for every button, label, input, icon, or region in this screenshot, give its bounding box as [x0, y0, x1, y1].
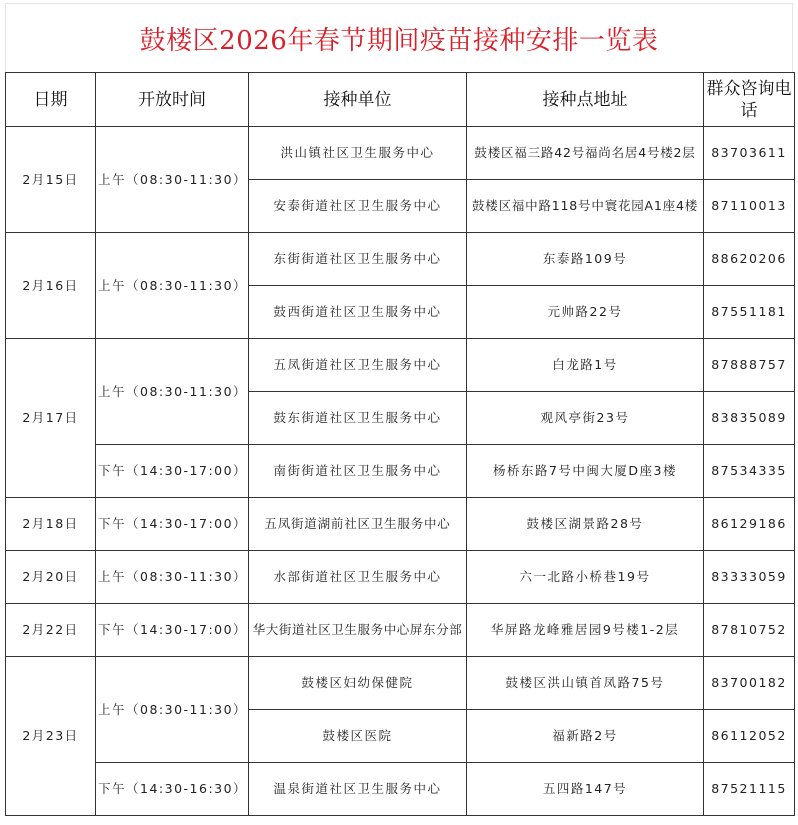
phone-cell: 83703611 — [704, 127, 795, 180]
unit-cell: 东街街道社区卫生服务中心 — [249, 233, 467, 286]
address-cell: 鼓楼区洪山镇首凤路75号 — [467, 657, 704, 710]
address-cell: 鼓楼区湖景路28号 — [467, 498, 704, 551]
date-cell: 2月16日 — [6, 233, 96, 339]
phone-cell: 83700182 — [704, 657, 795, 710]
phone-cell: 87110013 — [704, 180, 795, 233]
unit-cell: 华大街道社区卫生服务中心屏东分部 — [249, 604, 467, 657]
header-time: 开放时间 — [96, 73, 249, 127]
title-box — [5, 3, 793, 72]
date-cell: 2月22日 — [6, 604, 96, 657]
time-cell: 下午（14:30-17:00） — [96, 498, 249, 551]
table-row — [6, 127, 795, 180]
time-cell: 上午（08:30-11:30） — [96, 657, 249, 763]
unit-cell: 鼓东街道社区卫生服务中心 — [249, 392, 467, 445]
unit-cell: 温泉街道社区卫生服务中心 — [249, 763, 467, 816]
time-cell: 下午（14:30-17:00） — [96, 604, 249, 657]
time-cell: 下午（14:30-16:30） — [96, 763, 249, 816]
table-row — [6, 604, 795, 657]
phone-cell: 86129186 — [704, 498, 795, 551]
table-header-row — [6, 73, 795, 127]
date-cell: 2月20日 — [6, 551, 96, 604]
header-phone: 群众咨询电话 — [704, 73, 795, 127]
address-cell: 鼓楼区福三路42号福尚名居4号楼2层 — [467, 127, 704, 180]
unit-cell: 五凤街道社区卫生服务中心 — [249, 339, 467, 392]
unit-cell: 南街街道社区卫生服务中心 — [249, 445, 467, 498]
phone-cell: 86112052 — [704, 710, 795, 763]
date-cell: 2月18日 — [6, 498, 96, 551]
address-cell: 五四路147号 — [467, 763, 704, 816]
table-row — [6, 339, 795, 392]
table-row — [6, 498, 795, 551]
unit-cell: 五凤街道湖前社区卫生服务中心 — [249, 498, 467, 551]
phone-cell: 87534335 — [704, 445, 795, 498]
date-cell: 2月17日 — [6, 339, 96, 498]
unit-cell: 鼓楼区医院 — [249, 710, 467, 763]
phone-cell: 83333059 — [704, 551, 795, 604]
address-cell: 东泰路109号 — [467, 233, 704, 286]
unit-cell: 鼓楼区妇幼保健院 — [249, 657, 467, 710]
address-cell: 福新路2号 — [467, 710, 704, 763]
table-row — [6, 551, 795, 604]
header-address: 接种点地址 — [467, 73, 704, 127]
time-cell: 上午（08:30-11:30） — [96, 233, 249, 339]
phone-cell: 87521115 — [704, 763, 795, 816]
unit-cell: 安泰街道社区卫生服务中心 — [249, 180, 467, 233]
phone-cell: 87551181 — [704, 286, 795, 339]
address-cell: 华屏路龙峰雅居园9号楼1-2层 — [467, 604, 704, 657]
date-cell: 2月23日 — [6, 657, 96, 816]
phone-cell: 87810752 — [704, 604, 795, 657]
time-cell: 上午（08:30-11:30） — [96, 551, 249, 604]
phone-cell: 87888757 — [704, 339, 795, 392]
time-cell: 下午（14:30-17:00） — [96, 445, 249, 498]
phone-cell: 88620206 — [704, 233, 795, 286]
page-title: 鼓楼区2026年春节期间疫苗接种安排一览表 — [139, 25, 659, 56]
time-cell: 上午（08:30-11:30） — [96, 339, 249, 445]
address-cell: 杨桥东路7号中闽大厦D座3楼 — [467, 445, 704, 498]
table-row — [6, 763, 795, 816]
time-cell: 上午（08:30-11:30） — [96, 127, 249, 233]
phone-cell: 83835089 — [704, 392, 795, 445]
date-cell: 2月15日 — [6, 127, 96, 233]
header-unit: 接种单位 — [249, 73, 467, 127]
address-cell: 白龙路1号 — [467, 339, 704, 392]
address-cell: 元帅路22号 — [467, 286, 704, 339]
header-date: 日期 — [6, 73, 96, 127]
unit-cell: 水部街道社区卫生服务中心 — [249, 551, 467, 604]
table-row — [6, 445, 795, 498]
unit-cell: 鼓西街道社区卫生服务中心 — [249, 286, 467, 339]
address-cell: 鼓楼区福中路118号中寰花园A1座4楼 — [467, 180, 704, 233]
vaccination-schedule-table — [5, 72, 795, 816]
table-row — [6, 657, 795, 710]
address-cell: 六一北路小桥巷19号 — [467, 551, 704, 604]
address-cell: 观风亭街23号 — [467, 392, 704, 445]
table-row — [6, 233, 795, 286]
unit-cell: 洪山镇社区卫生服务中心 — [249, 127, 467, 180]
